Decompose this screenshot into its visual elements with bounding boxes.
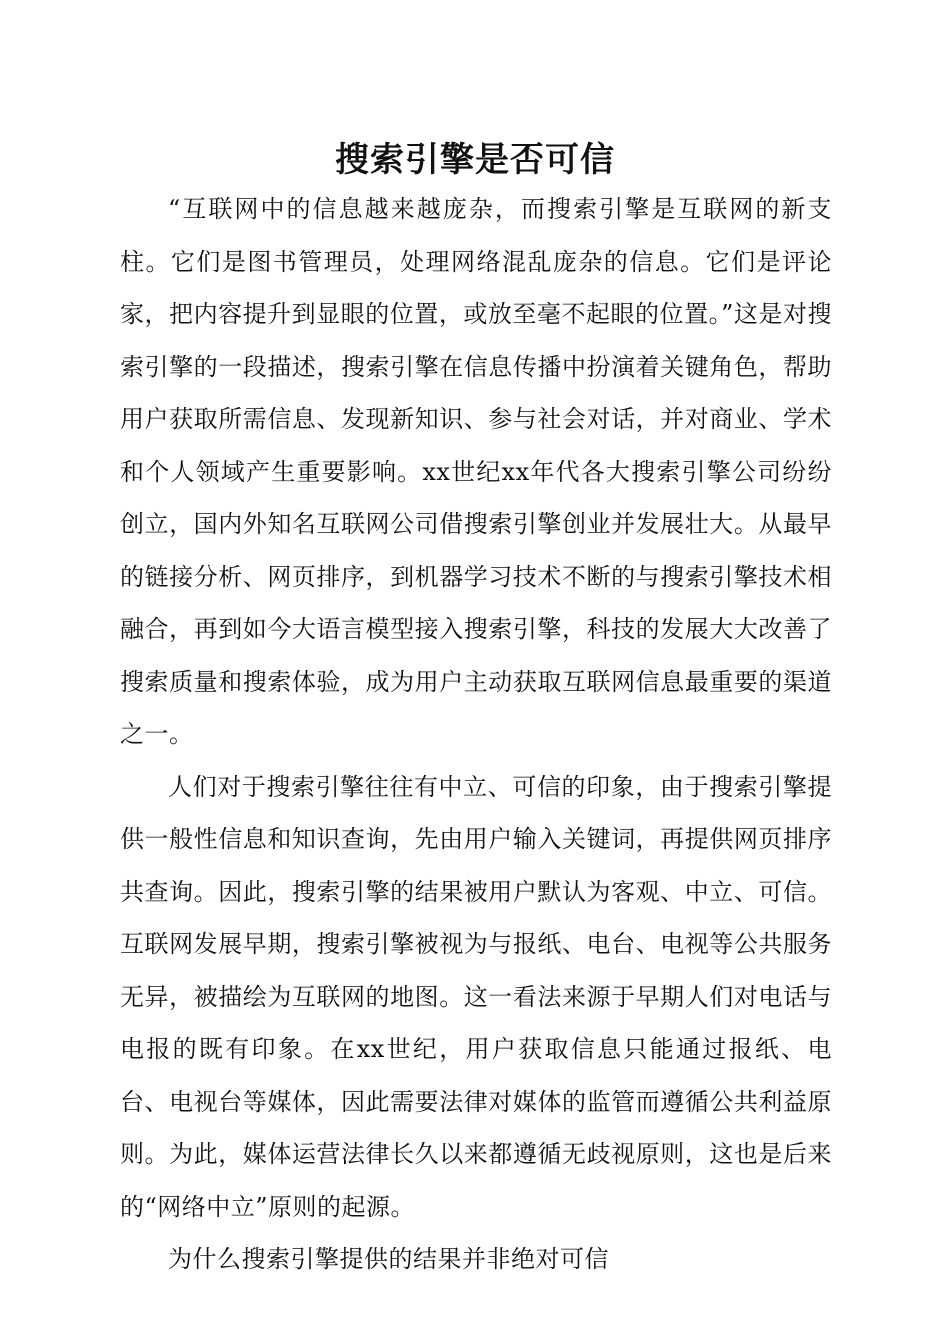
document-body [120, 183, 832, 1286]
paragraph-neutral-impression: 人们对于搜索引擎往往有中立、可信的印象，由于搜索引擎提供一般性信息和知识查询，先由用户输入关键词，再提供网页排序共查询。因此，搜索引擎的结果被用户默认为客观、中立、可信。互联网发展早期，搜索引擎被视为与报纸、电台、电视等公共服务无异，被描绘为互联网的地图。这一看法来源于早期人们对电话与电报的既有印象。在xx世纪，用户获取信息只能通过报纸、电台、电视台等媒体，因此需要法律对媒体的监管而遵循公共利益原则。为此，媒体运营法律长久以来都遵循无歧视原则，这也是后来的“网络中立”原则的起源。 [120, 772, 832, 1221]
section-heading-why-not-trustworthy: 为什么搜索引擎提供的结果并非绝对可信 [168, 1245, 609, 1273]
paragraph-intro: “互联网中的信息越来越庞杂，而搜索引擎是互联网的新支柱。它们是图书管理员，处理网络混乱庞杂的信息。它们是评论家，把内容提升到显眼的位置，或放至毫不起眼的位置。”这是对搜索引擎的一段描述，搜索引擎在信息传播中扮演着关键角色，帮助用户获取所需信息、发现新知识、参与社会对话，并对商业、学术和个人领域产生重要影响。xx世纪xx年代各大搜索引擎公司纷纷创立，国内外知名互联网公司借搜索引擎创业并发展壮大。从最早的链接分析、网页排序，到机器学习技术不断的与搜索引擎技术相融合，再到如今大语言模型接入搜索引擎，科技的发展大大改善了搜索质量和搜索体验，成为用户主动获取互联网信息最重要的渠道之一。 [120, 195, 832, 748]
document-title: 搜索引擎是否可信 [335, 140, 615, 180]
